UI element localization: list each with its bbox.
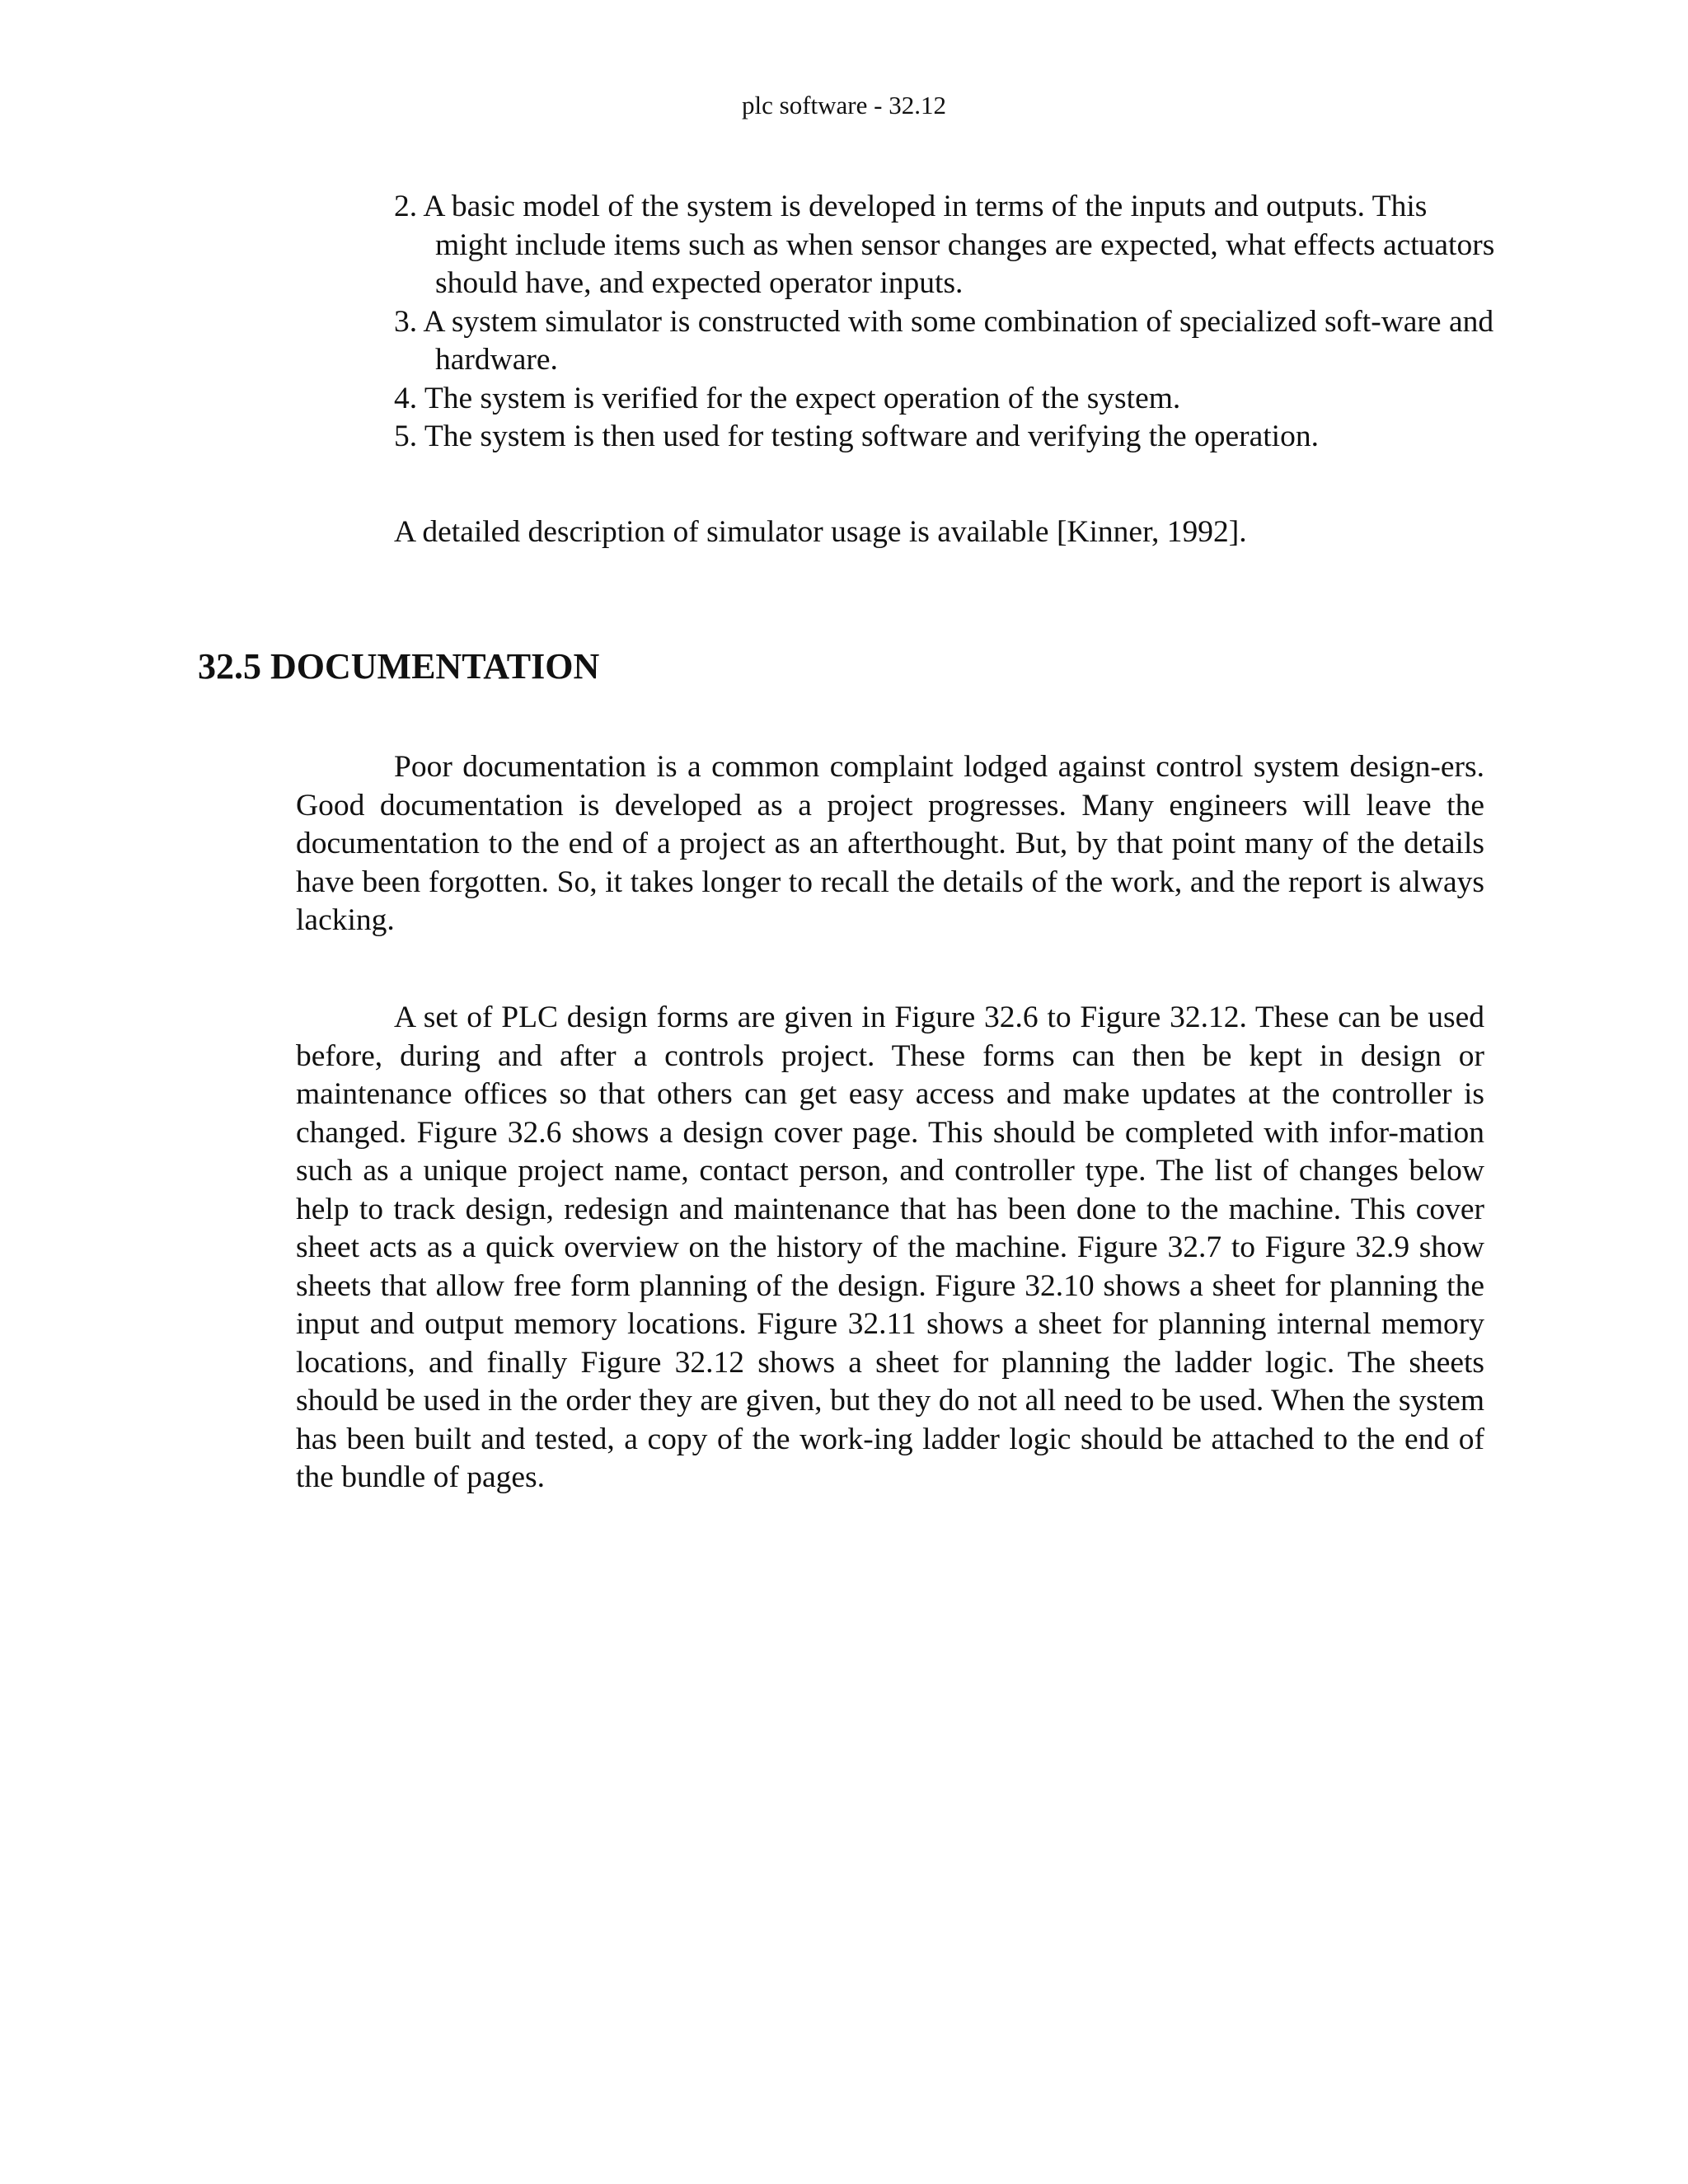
citation-paragraph: A detailed description of simulator usage is available [Kinner, 1992]. [394,515,1247,549]
list-item: 2. A basic model of the system is developed in terms of the inputs and outputs. This might include items such as when sensor changes are expected, what effects actuators should have, and expected operator inputs. [394,190,1495,300]
section-heading: 32.5 DOCUMENTATION [198,646,600,687]
running-header: plc software - 32.12 [742,91,946,120]
body-paragraph: Poor documentation is a common complaint lodged against control system design-ers. Good documentation is developed as a project progresses. Many engineers will leave the documentation to the end of a project as an afterthought. But, by that point many of the details have been forgotten. So, it takes longer to recall the details of the work, and the report is always lacking. [296,750,1484,937]
body-paragraph: A set of PLC design forms are given in Figure 32.6 to Figure 32.12. These can be used before, during and after a controls project. These forms can then be kept in design or maintenance offices so that others can get easy access and make updates at the controller is changed. Figure 32.6 shows a design cover page. This should be completed with infor-mation such as a unique project name, contact person, and controller type. The list of changes below help to track design, redesign and maintenance that has been done to the machine. This cover sheet acts as a quick overview on the history of the machine. Figure 32.7 to Figure 32.9 show sheets that allow free form planning of the design. Figure 32.10 shows a sheet for planning the input and output memory locations. Figure 32.11 shows a sheet for planning internal memory locations, and finally Figure 32.12 shows a sheet for planning the ladder logic. The sheets should be used in the order they are given, but they do not all need to be used. When the system has been built and tested, a copy of the work-ing ladder logic should be attached to the end of the bundle of pages. [296,1001,1484,1494]
list-item: 5. The system is then used for testing software and verifying the operation. [394,419,1319,453]
list-item: 3. A system simulator is constructed with some combination of specialized soft-ware and hardware. [394,304,1494,377]
procedure-list [394,188,1498,457]
list-item: 4. The system is verified for the expect operation of the system. [394,381,1181,415]
